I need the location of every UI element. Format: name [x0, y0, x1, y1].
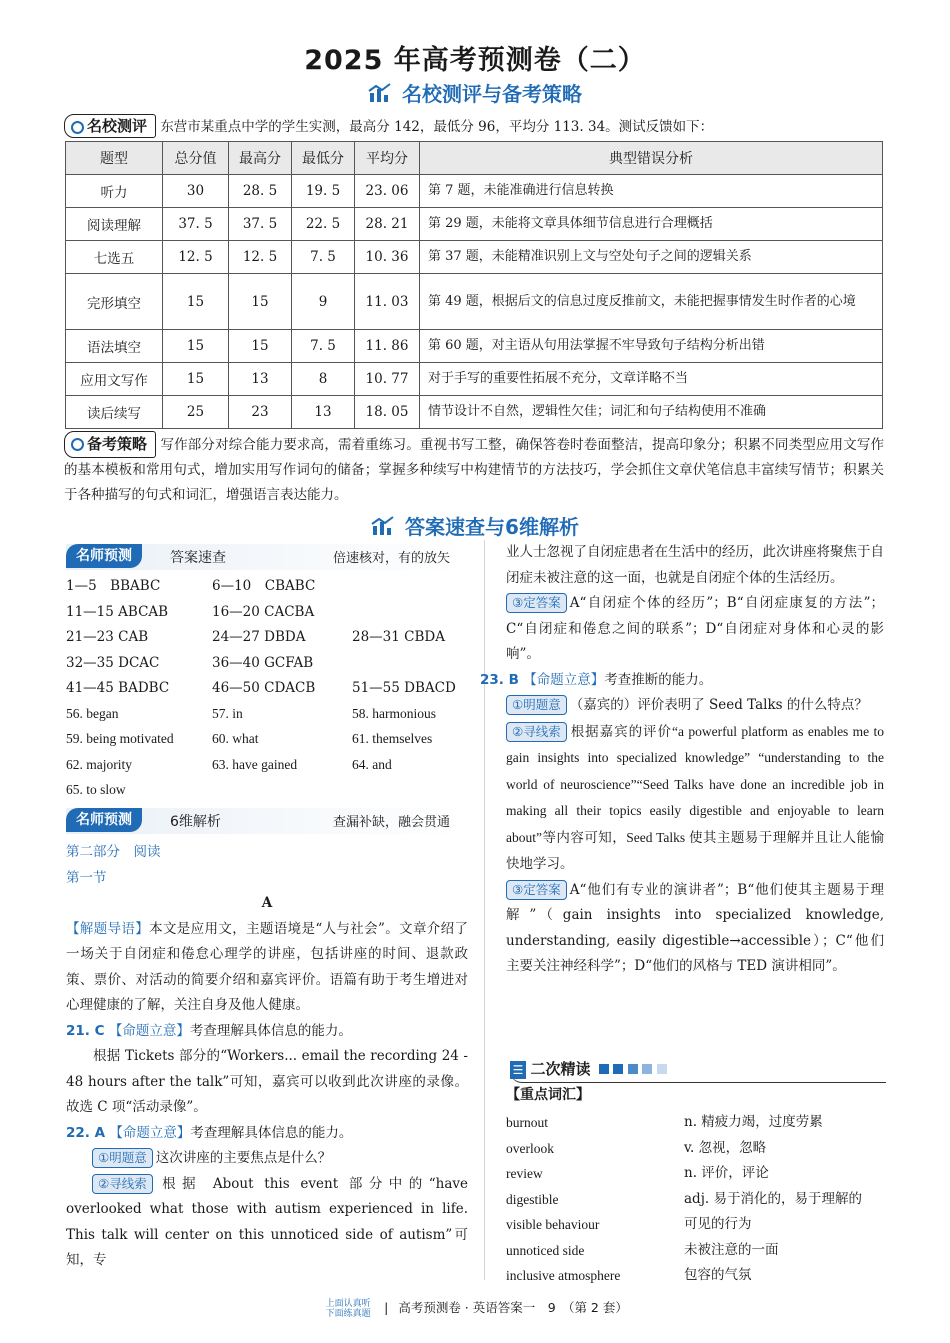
answer-item: 51—55 DBACD: [352, 680, 456, 696]
vocab-word: digestible: [506, 1191, 559, 1207]
analysis-bar: [66, 808, 466, 834]
answer-item: 60. what: [212, 731, 259, 746]
vocab-word: visible behaviour: [506, 1217, 600, 1232]
table-cell: 18. 05: [355, 396, 420, 429]
table-cell: 15: [163, 363, 229, 396]
second-read-title: 二次精读: [530, 1060, 591, 1078]
q23-step3: [506, 878, 884, 980]
teacher-pill: 名师预测: [66, 808, 142, 832]
strategy-paragraph: [64, 431, 884, 508]
guide-paragraph: [66, 917, 468, 1019]
q22-line: [66, 1121, 468, 1147]
evaluation-tag: 名校测评: [64, 114, 156, 138]
answer-item: 24—27 DBDA: [212, 629, 306, 645]
q22-step2-text: 根据 About this event 部分中的“have overlooked what those with autism experienced in life. This talk will center on this unnoticed side of autism”可知，专: [66, 1175, 468, 1268]
table-cell: 37. 5: [163, 208, 229, 241]
brand-logo: 上面认真听 下面练真题: [325, 1298, 371, 1319]
table-cell: 30: [163, 175, 229, 208]
q23-step2: [506, 719, 884, 878]
step-tag: ③定答案: [506, 880, 567, 900]
answer-item: 41—45 BADBC: [66, 680, 170, 696]
answer-item: [212, 780, 352, 800]
strategy-tag: 备考策略: [64, 431, 156, 458]
step-tag: ②寻线索: [92, 1174, 153, 1194]
vocab-meaning: 未被注意的一面: [684, 1241, 779, 1258]
table-cell: 读后续写: [66, 396, 163, 429]
vocab-meaning: v. 忽视，忽略: [684, 1139, 767, 1156]
vocab-meaning: 可见的行为: [684, 1216, 752, 1232]
table-row: [66, 396, 883, 429]
table-row: [66, 241, 883, 274]
table-cell: 7. 5: [292, 241, 355, 274]
step-tag: ②寻线索: [506, 722, 567, 742]
table-cell: 情节设计不自然，逻辑性欠佳；词汇和句子结构使用不准确: [420, 396, 883, 429]
answer-item: 58. harmonious: [352, 705, 436, 721]
section-heading-evaluation: [0, 78, 950, 108]
left-column: [66, 840, 468, 1274]
vocab-word: unnoticed side: [506, 1242, 585, 1258]
table-header: 典型错误分析: [420, 142, 883, 175]
q22-label: 【命题立意】: [109, 1124, 191, 1141]
table-cell: 15: [229, 274, 292, 330]
step-tag: ①明题意: [506, 695, 567, 715]
answer-item: 59. being motivated: [66, 731, 174, 746]
vocab-row: [506, 1263, 886, 1289]
answer-item: [352, 602, 482, 622]
table-cell: 11. 03: [355, 274, 420, 330]
table-header: 最高分: [229, 142, 292, 175]
progress-block: [657, 1064, 667, 1074]
answer-item: 56. began: [66, 705, 119, 721]
evaluation-text: 东营市某重点中学的学生实测，最高分 142，最低分 96，平均分 113. 34。测试反馈如下：: [160, 119, 714, 135]
table-cell: 15: [163, 330, 229, 363]
answer-item: 46—50 CDACB: [212, 680, 316, 696]
answer-item: 65. to slow: [66, 782, 126, 797]
answer-item: [352, 576, 482, 596]
table-cell: 10. 77: [355, 363, 420, 396]
vocab-row: [506, 1238, 886, 1264]
table-cell: 15: [229, 330, 292, 363]
table-cell: 12. 5: [163, 241, 229, 274]
progress-block: [642, 1064, 652, 1074]
answer-item: 11—15 ABCAB: [66, 603, 169, 620]
vocab-meaning: n. 精疲力竭，过度劳累: [684, 1114, 823, 1130]
table-row: [66, 274, 883, 330]
answer-item: 57. in: [212, 705, 243, 721]
analysis-bar-slogan: 查漏补缺，融会贯通: [332, 815, 450, 830]
q23-number: 23. B: [480, 671, 519, 688]
vocab-word: burnout: [506, 1115, 548, 1130]
table-cell: 完形填空: [66, 274, 163, 330]
answer-item: 21—23 CAB: [66, 629, 149, 645]
vocab-list: [506, 1110, 886, 1289]
table-cell: 23. 06: [355, 175, 420, 208]
q23-step3-text: A“他们有专业的演讲者”；B“他们使其主题易于理解”（gain insights into specialized knowledge, understanding, easily digestible→accessible）；C“他们主要关注神经科学”；D“他们的风格与 TED 演讲相同”。: [506, 881, 884, 974]
vocab-word: review: [506, 1166, 543, 1181]
q22-step2: [66, 1172, 468, 1274]
section-heading-text: 答案速查与6维解析: [405, 515, 579, 539]
table-cell: 37. 5: [229, 208, 292, 241]
q23-step1: [506, 693, 884, 719]
table-cell: 第 49 题，根据后文的信息过度反推前文，未能把握事情发生时作者的心境: [420, 274, 883, 330]
table-cell: 第 29 题，未能将文章具体细节信息进行合理概括: [420, 208, 883, 241]
table-row: [66, 208, 883, 241]
vocab-meaning: n. 评价，评论: [684, 1165, 769, 1181]
footer-text: 高考预测卷 · 英语答案一 9 （第 2 套）: [398, 1300, 628, 1315]
answer-grid: [66, 576, 482, 800]
q21-body: 根据 Tickets 部分的“Workers... email the recording 24 - 48 hours after the talk”可知，嘉宾可以收到此次讲座的录像。故选 C 项“活动录像”。: [66, 1048, 468, 1115]
table-row: [66, 330, 883, 363]
table-cell: 28. 5: [229, 175, 292, 208]
table-cell: 第 60 题，对主语从句用法掌握不牢导致句子结构分析出错: [420, 330, 883, 363]
answer-item: 1—5 BBABC: [66, 578, 161, 594]
table-cell: 阅读理解: [66, 208, 163, 241]
column-divider: [484, 540, 485, 1280]
answer-item: 64. and: [352, 756, 392, 772]
table-cell: 25: [163, 396, 229, 429]
vocab-word: overlook: [506, 1140, 554, 1156]
answer-item: 32—35 DCAC: [66, 654, 160, 671]
table-cell: 语法填空: [66, 330, 163, 363]
answer-item: 62. majority: [66, 756, 132, 772]
table-cell: 第 37 题，未能精准识别上文与空处句子之间的逻辑关系: [420, 241, 883, 274]
table-cell: 28. 21: [355, 208, 420, 241]
progress-block: [628, 1064, 638, 1074]
step-tag: ①明题意: [92, 1148, 153, 1168]
q22-step1-text: 这次讲座的主要焦点是什么？: [155, 1150, 332, 1166]
score-table: [65, 141, 883, 429]
q23-step2-text: 根据嘉宾的评价“a powerful platform as enables me to gain insights into specialized knowledge” “understanding to the world of neuroscience”“Seed Talks have done an incredible job in making all their topics easily digestible and enjoyable to learn about”等内容可知，Seed Talks 使其主题易于理解并且让人能愉快地学习。: [506, 723, 884, 871]
answer-item: 36—40 GCFAB: [212, 654, 314, 671]
table-cell: 七选五: [66, 241, 163, 274]
table-cell: 13: [229, 363, 292, 396]
q22-number: 22. A: [66, 1124, 106, 1141]
answer-bar-label: 答案速查: [170, 550, 226, 566]
table-cell: 应用文写作: [66, 363, 163, 396]
table-cell: 听力: [66, 175, 163, 208]
page-footer: 上面认真听 下面练真题 | 高考预测卷 · 英语答案一 9 （第 2 套）: [0, 1298, 950, 1319]
q23-line: [480, 668, 884, 694]
q21-intent: 考查理解具体信息的能力。: [189, 1022, 352, 1039]
answer-item: 28—31 CBDA: [352, 629, 445, 645]
table-cell: 13: [292, 396, 355, 429]
table-row: [66, 363, 883, 396]
table-cell: 12. 5: [229, 241, 292, 274]
vocab-row: [506, 1187, 886, 1213]
vocab-row: [506, 1212, 886, 1238]
guide-text: 本文是应用文，主题语境是“人与社会”。文章介绍了一场关于自闭症和倦怠心理学的讲座，包括讲座的时间、退款政策、票价、对活动的简要介绍和嘉宾评价。语篇有助于考生增进对心理健康的了解，关注自身及他人健康。: [66, 920, 468, 1013]
answer-item: [352, 780, 482, 800]
table-cell: 9: [292, 274, 355, 330]
vocab-row: [506, 1136, 886, 1162]
table-cell: 第 7 题，未能准确进行信息转换: [420, 175, 883, 208]
progress-block: [599, 1064, 609, 1074]
q22-step1: [66, 1146, 468, 1172]
answer-item: 16—20 CACBA: [212, 603, 315, 620]
table-cell: 对于手写的重要性拓展不充分，文章详略不当: [420, 363, 883, 396]
passage-label: A: [261, 895, 273, 911]
q23-intent: 考查推断的能力。: [604, 671, 713, 688]
answer-bar: [66, 544, 466, 570]
step-tag: ③定答案: [506, 593, 567, 613]
vocab-meaning: adj. 易于消化的，易于理解的: [684, 1190, 862, 1207]
book-icon: ☰: [510, 1061, 526, 1079]
table-cell: 19. 5: [292, 175, 355, 208]
table-cell: 11. 86: [355, 330, 420, 363]
q21-number: 21. C: [66, 1022, 105, 1039]
vocab-row: [506, 1161, 886, 1187]
table-header: 题型: [66, 142, 163, 175]
q21-label: 【命题立意】: [108, 1022, 190, 1039]
table-row: [66, 175, 883, 208]
q23-label: 【命题立意】: [523, 671, 605, 688]
table-cell: 7. 5: [292, 330, 355, 363]
q21-line: [66, 1019, 468, 1045]
teacher-pill: 名师预测: [66, 544, 142, 568]
table-header: 平均分: [355, 142, 420, 175]
section-heading-answers: [0, 511, 950, 541]
q22-step3: [506, 591, 884, 668]
strategy-text: 写作部分对综合能力要求高，需着重练习。重视书写工整，确保答卷时卷面整洁，提高印象分；积累不同类型应用文写作的基本模板和常用句式，增加实用写作词句的储备；掌握多种续写中构建情节的方法技巧，学会抓住文章伏笔信息丰富续写情节；积累关于各种描写的句式和词汇，增强语言表达能力。: [64, 437, 885, 503]
table-cell: 15: [163, 274, 229, 330]
answer-item: 63. have gained: [212, 756, 298, 772]
answer-bar-slogan: 倍速核对，有的放矢: [332, 551, 450, 566]
vocab-word: inclusive atmosphere: [506, 1268, 621, 1283]
section-label: 第一节: [66, 869, 107, 886]
q22-intent: 考查理解具体信息的能力。: [190, 1124, 353, 1141]
table-cell: 23: [229, 396, 292, 429]
table-cell: 22. 5: [292, 208, 355, 241]
answer-item: 61. themselves: [352, 731, 433, 746]
chart-icon: [371, 516, 395, 541]
answer-item: [352, 653, 482, 673]
section-heading-text: 名校测评与备考策略: [402, 82, 582, 106]
table-header: 最低分: [292, 142, 355, 175]
chart-icon: [368, 83, 392, 108]
table-cell: 8: [292, 363, 355, 396]
vocab-title: 【重点词汇】: [506, 1087, 590, 1103]
part-heading: 第二部分 阅读: [66, 844, 161, 860]
guide-label: 【解题导语】: [66, 920, 150, 937]
right-column: [480, 540, 884, 980]
vocab-row: [506, 1110, 886, 1136]
table-cell: 10. 36: [355, 241, 420, 274]
table-header: 总分值: [163, 142, 229, 175]
q23-step1-text: （嘉宾的）评价表明了 Seed Talks 的什么特点？: [569, 697, 868, 713]
q22-continuation: 业人士忽视了自闭症患者在生活中的经历，此次讲座将聚焦于自闭症未被注意的这一面，也就是自闭症个体的生活经历。: [506, 544, 884, 586]
second-read-heading: [510, 1058, 886, 1083]
progress-block: [613, 1064, 623, 1074]
q22-step3-text: A“自闭症个体的经历”；B“自闭症康复的方法”；C“自闭症和倦怠之间的联系”；D“自闭症对身体和心灵的影响”。: [506, 595, 884, 662]
answer-item: 6—10 CBABC: [212, 578, 316, 594]
vocab-meaning: 包容的气氛: [684, 1267, 752, 1283]
table-header-row: [66, 142, 883, 175]
page-title: 2025 年高考预测卷（二）: [304, 45, 646, 76]
evaluation-line: [64, 114, 884, 138]
analysis-bar-label: 6维解析: [170, 814, 221, 830]
